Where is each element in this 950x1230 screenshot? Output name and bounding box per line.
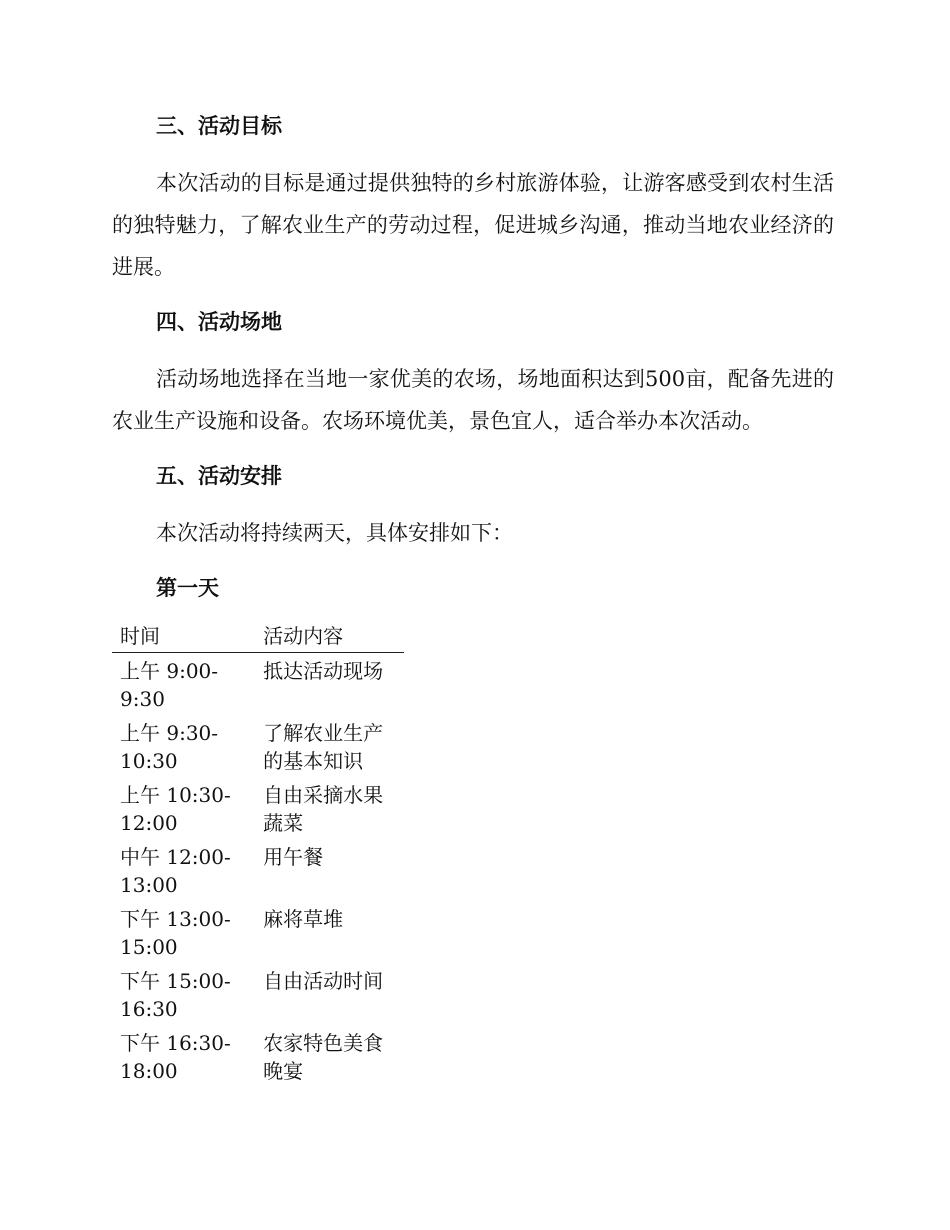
table-row [112, 902, 404, 964]
section-heading-goals: 三、活动目标 [156, 114, 282, 138]
cell-time: 上午 9:30-10:30 [120, 721, 219, 773]
table-header-row [112, 622, 404, 653]
section-heading-venue: 四、活动场地 [156, 310, 282, 334]
cell-activity: 麻将草堆 [263, 907, 344, 931]
cell-activity: 自由活动时间 [263, 969, 384, 993]
section-body-venue: 活动场地选择在当地一家优美的农场，场地面积达到500亩，配备先进的农业生产设施和设备。农场环境优美，景色宜人，适合举办本次活动。 [112, 367, 834, 433]
header-activity: 活动内容 [255, 622, 404, 653]
section-heading-schedule: 五、活动安排 [156, 464, 282, 488]
day-one-title: 第一天 [156, 576, 219, 600]
cell-time: 上午 10:30-12:00 [120, 783, 231, 835]
cell-activity: 用午餐 [263, 845, 324, 869]
day-one-schedule-table [112, 622, 404, 1088]
table-row [112, 964, 404, 1026]
cell-time: 中午 12:00-13:00 [120, 845, 231, 897]
cell-time: 下午 16:30-18:00 [120, 1031, 231, 1083]
table-row [112, 778, 404, 840]
cell-time: 下午 13:00-15:00 [120, 907, 231, 959]
table-row [112, 653, 404, 717]
cell-time: 上午 9:00-9:30 [120, 659, 219, 711]
cell-activity: 农家特色美食晚宴 [263, 1031, 384, 1083]
cell-activity: 抵达活动现场 [263, 659, 384, 683]
section-body-schedule: 本次活动将持续两天，具体安排如下： [156, 521, 513, 545]
table-row [112, 1026, 404, 1088]
cell-activity: 了解农业生产的基本知识 [263, 721, 384, 773]
header-time: 时间 [112, 622, 255, 653]
section-body-goals: 本次活动的目标是通过提供独特的乡村旅游体验，让游客感受到农村生活的独特魅力，了解农业生产的劳动过程，促进城乡沟通，推动当地农业经济的进展。 [112, 171, 834, 279]
cell-activity: 自由采摘水果蔬菜 [263, 783, 384, 835]
table-row [112, 840, 404, 902]
cell-time: 下午 15:00-16:30 [120, 969, 231, 1021]
table-row [112, 716, 404, 778]
document-content [112, 110, 834, 1088]
